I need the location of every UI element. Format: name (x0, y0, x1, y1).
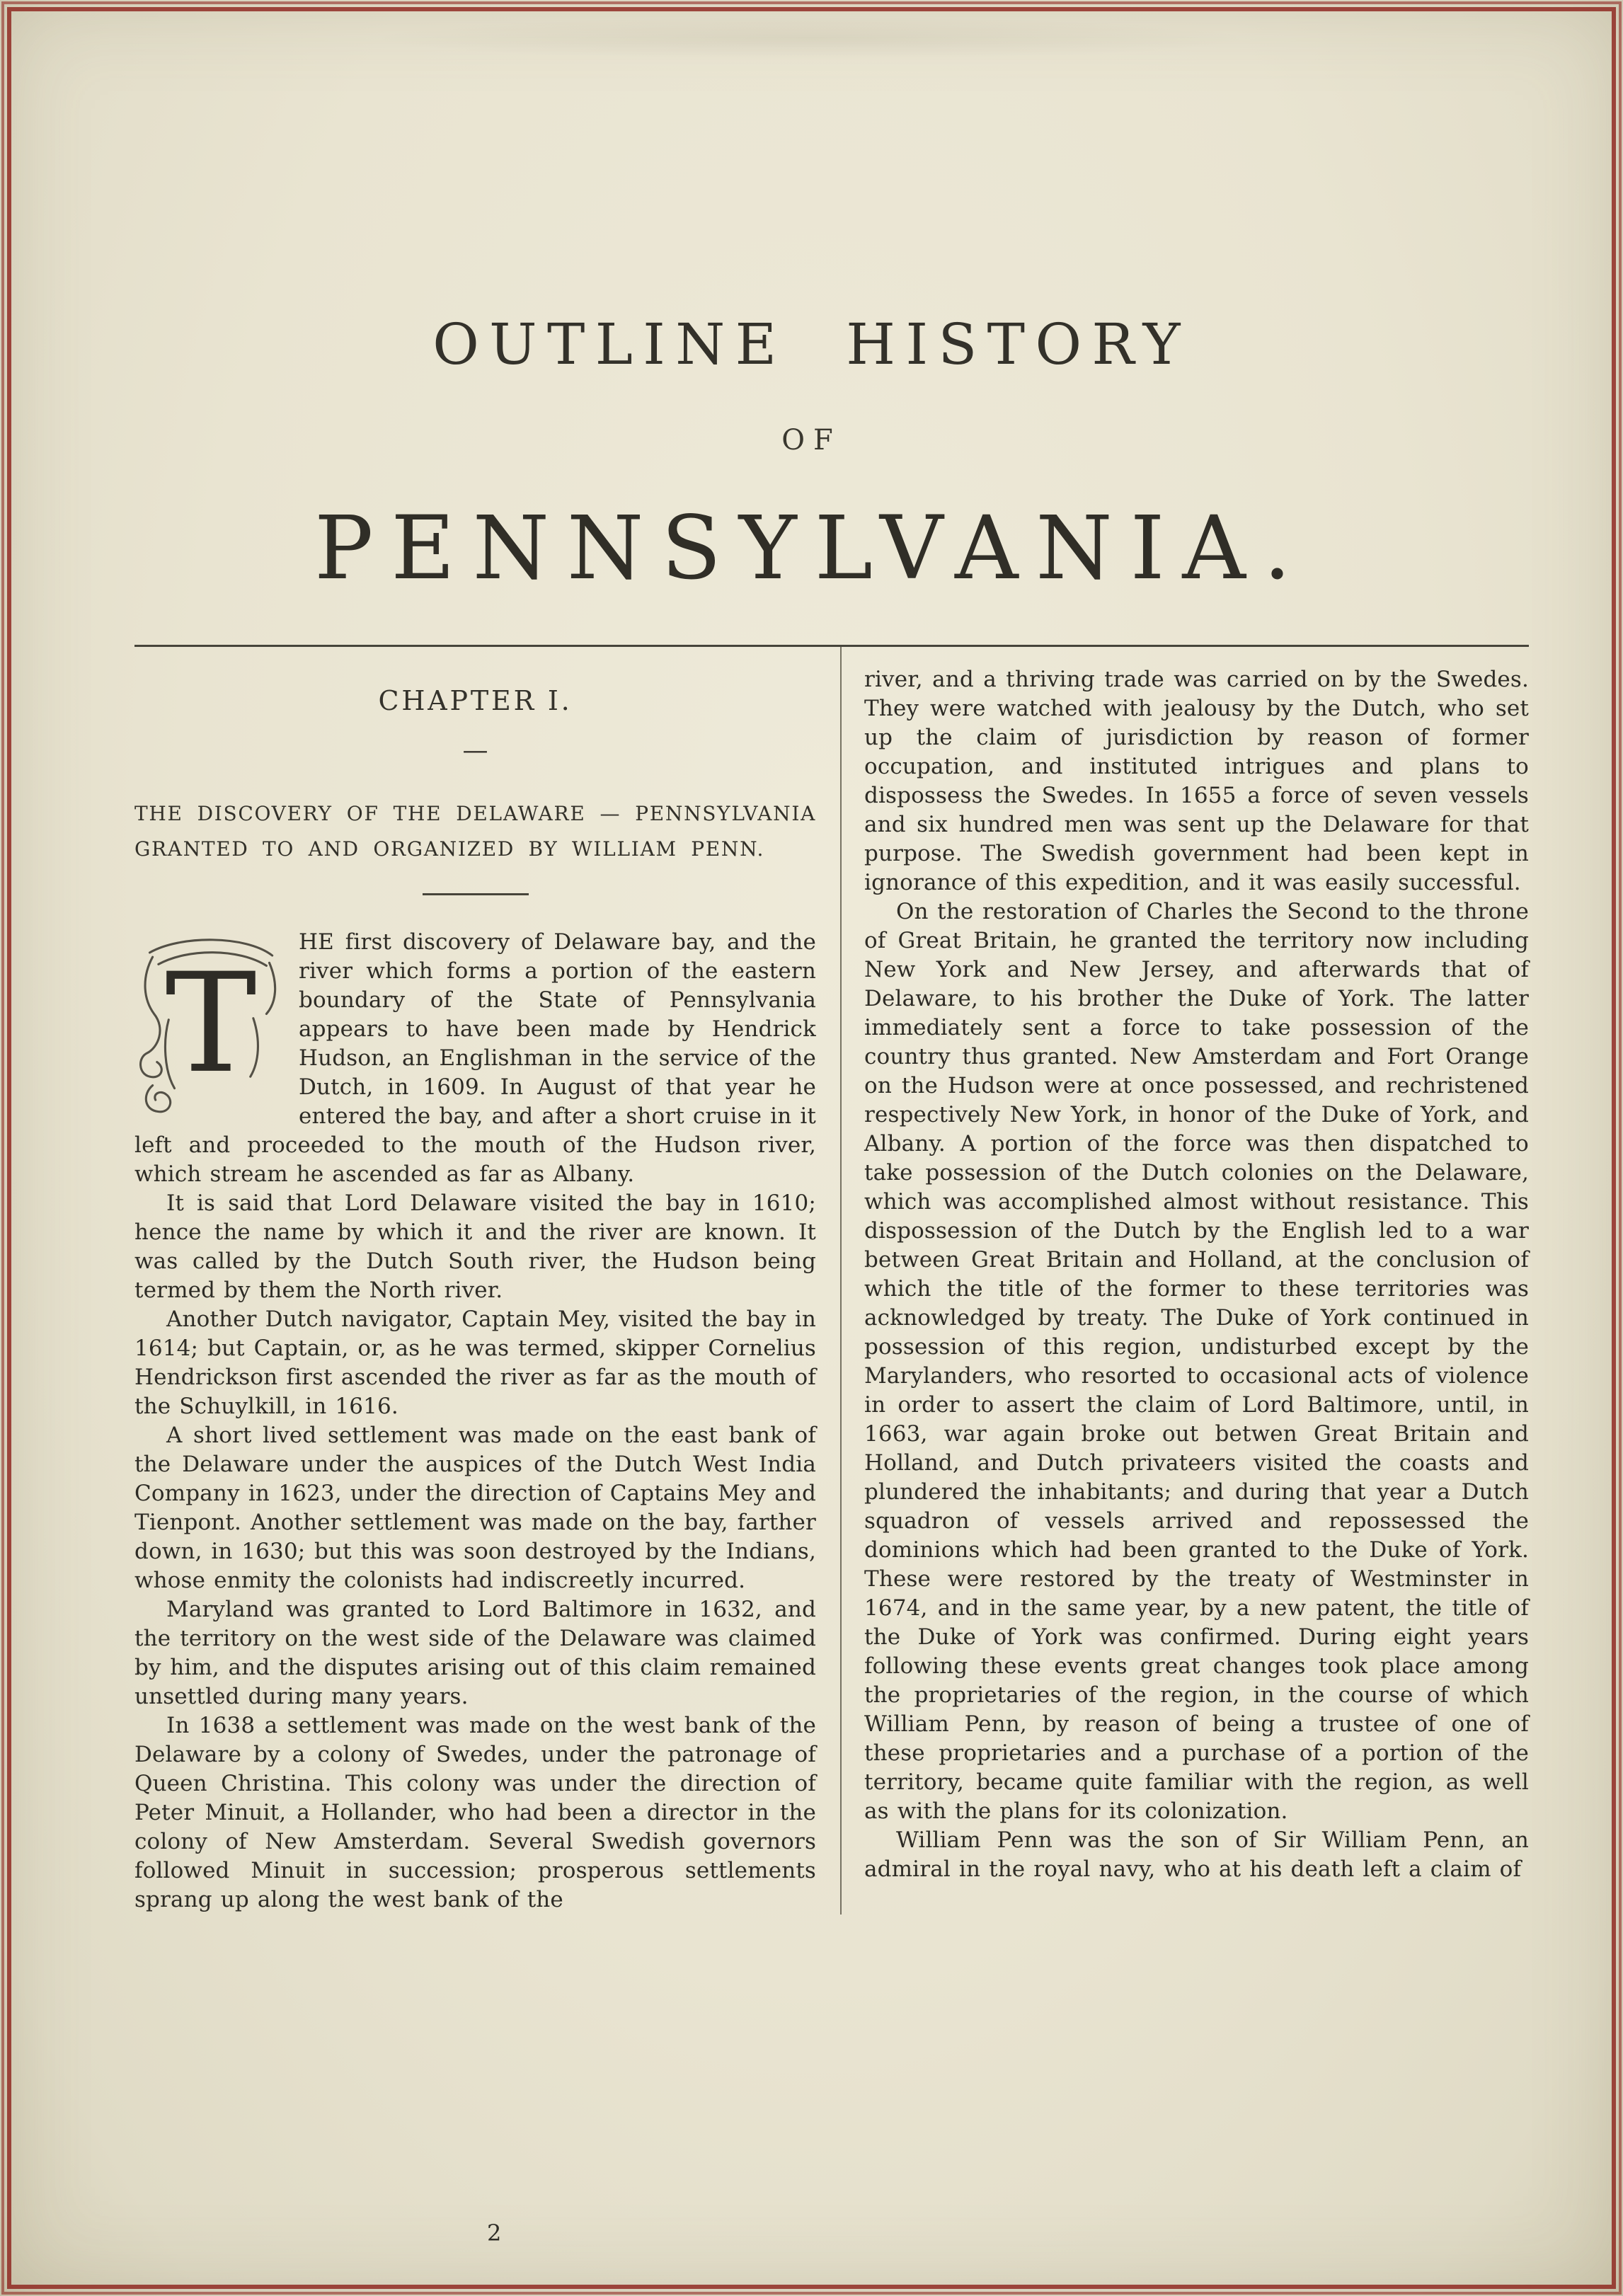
right-column (842, 647, 1529, 1915)
section-dash: — (462, 736, 488, 765)
paragraph: William Penn was the son of Sir William Penn, an admiral in the royal navy, who at his death left a claim of (864, 1827, 1529, 1882)
paragraph: Another Dutch navigator, Captain Mey, visited the bay in 1614; but Captain, or, as he was termed, skipper Cornelius Hendrickson first ascended the river as far as the mouth of the Schuylkill, in 1616. (134, 1306, 816, 1419)
paragraph: Maryland was granted to Lord Baltimore in 1632, and the territory on the west side of the Delaware was claimed by him, and the disputes arising out of this claim remained unsettled during many years. (134, 1596, 816, 1709)
chapter-subtitle: THE DISCOVERY OF THE DELAWARE — PENNSYLVANIA GRANTED TO AND ORGANIZED BY WILLIAM PENN. (134, 802, 816, 861)
left-column-body (134, 928, 816, 1915)
ornate-drop-cap (134, 931, 285, 1120)
subtitle-rule (423, 893, 529, 895)
drop-cap-letter: T (165, 943, 257, 1103)
left-column (134, 647, 842, 1915)
paragraph: In 1638 a settlement was made on the west bank of the Delaware by a colony of Swedes, under the patronage of Queen Christina. This colony was under the direction of Peter Minuit, a Hollander, who had been a director in the colony of New Amsterdam. Several Swedish governors followed Minuit in succession; prosperous settlements sprang up along the west bank of the (134, 1712, 816, 1912)
drop-cap-flourish-art (134, 931, 285, 1120)
book-title-line1: OUTLINE HISTORY (432, 311, 1191, 377)
paragraph: river, and a thriving trade was carried on by the Swedes. They were watched with jealousy by the Dutch, who set up the claim of jurisdiction by reason of former occupation, and instituted intrigues and plans to dispossess the Swedes. In 1655 a force of seven vessels and six hundred men was sent up the Delaware for that purpose. The Swedish government had been kept in ignorance of this expedition, and it was easily successful. (864, 667, 1529, 895)
paragraph (134, 928, 816, 1189)
paragraph: On the restoration of Charles the Second to the throne of Great Britain, he granted the territory now including New York and New Jersey, and afterwards that of Delaware, to his brother the Duke of York. The latter immediately sent a force to take possession of the country thus granted. New Amsterdam and Fort Orange on the Hudson were at once possessed, and rechristened respectively New York, in honor of the Duke of York, and Albany. A portion of the force was then dispatched to take possession of the Dutch colonies on the Delaware, which was accomplished almost without resistance. This dispossession of the Dutch by the English led to a war between Great Britain and Holland, at the conclusion of which the title of the former to these territories was acknowledged by treaty. The Duke of York continued in possession of this region, undisturbed except by the Marylanders, who resorted to occasional acts of violence in order to assert the claim of Lord Baltimore, until, in 1663, war again broke out betwen Great Britain and Holland, and Dutch privateers visited the coasts and plundered the inhabitants; and during that year a Dutch squadron of vessels arrived and repossessed the dominions which had been granted to the Duke of York. These were restored by the treaty of Westminster in 1674, and in the same year, by a new patent, the title of the Duke of York was confirmed. During eight years following these events great changes took place among the proprietaries of the region, in the course of which William Penn, by reason of being a trustee of one of these proprietaries and a purchase of a portion of the territory, became quite familiar with the region, as well as with the plans for its colonization. (864, 899, 1529, 1824)
paragraph: It is said that Lord Delaware visited the bay in 1610; hence the name by which it and the river are known. It was called by the Dutch South river, the Hudson being termed by them the North river. (134, 1190, 816, 1303)
paragraph: A short lived settlement was made on the east bank of the Delaware under the auspices of the Dutch West India Company in 1623, under the direction of Captains Mey and Tienpont. Another settlement was made on the bay, farther down, in 1630; but this was soon destroyed by the Indians, whose enmity the colonists had indiscreetly incurred. (134, 1422, 816, 1593)
paragraph-text: HE first discovery of Delaware bay, and the river which forms a portion of the eastern boundary of the State of Pennsylvania appears to have been made by Hendrick Hudson, an Englishman in the service of the Dutch, in 1609. In August of that year he entered the bay, and after a short cruise in it left and proceeded to the mouth of the Hudson river, which stream he ascended as far as Albany. (134, 929, 816, 1187)
page-number: 2 (487, 2220, 502, 2246)
right-column-body (864, 665, 1529, 1884)
chapter-heading: CHAPTER I. (378, 685, 573, 716)
book-title-connector: OF (781, 424, 842, 457)
title-block (0, 0, 1623, 599)
two-column-layout (134, 647, 1529, 1915)
book-title-main: PENNSYLVANIA. (314, 498, 1309, 599)
